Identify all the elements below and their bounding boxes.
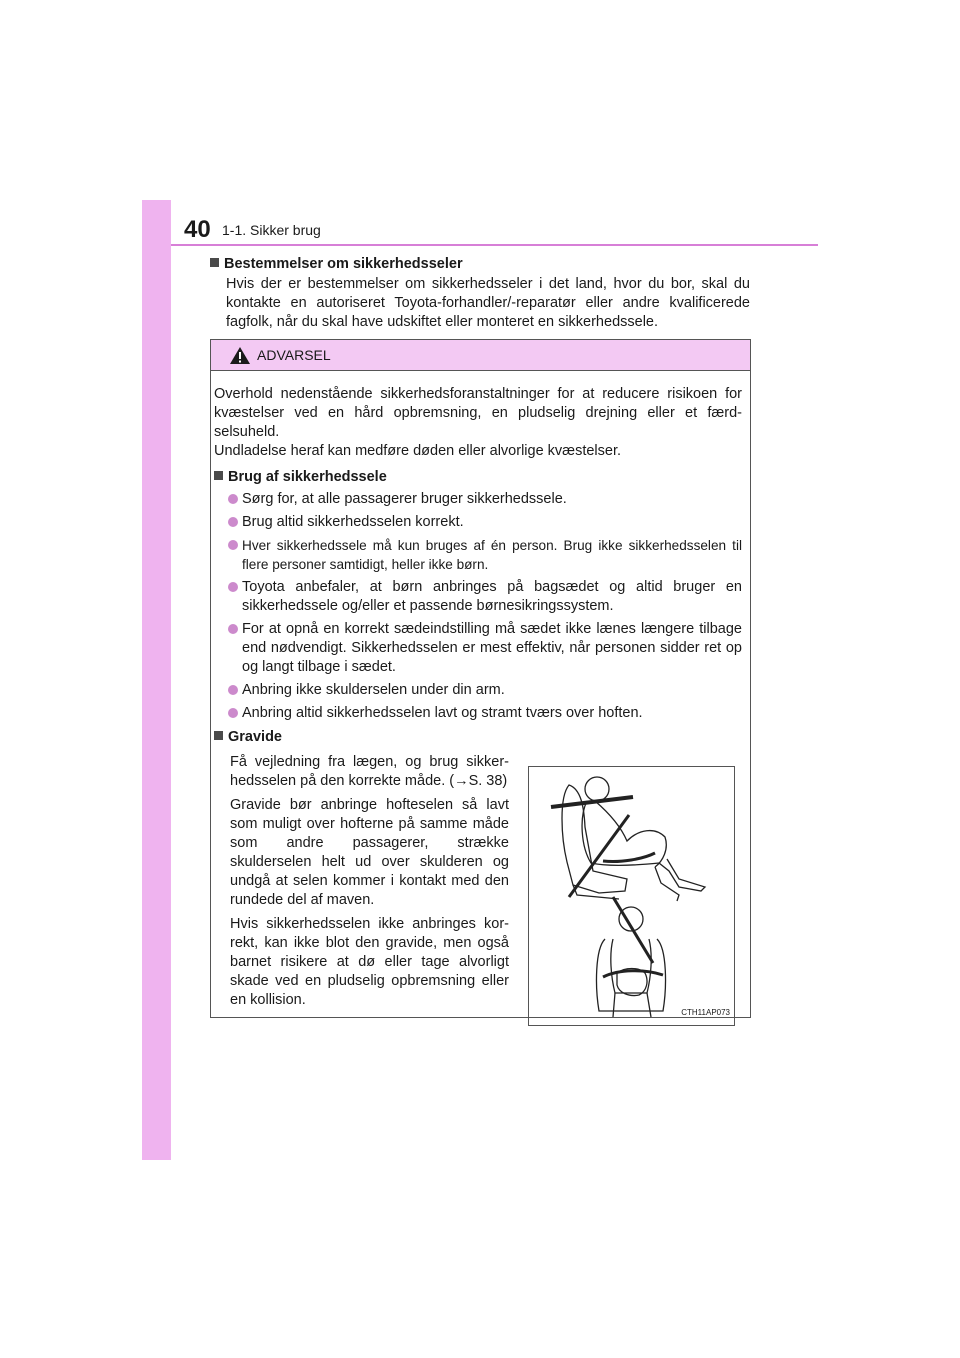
warning-body	[211, 371, 750, 1047]
square-bullet-icon	[214, 471, 223, 480]
list-item: Anbring ikke skulderselen under din arm.	[214, 681, 742, 700]
square-bullet-icon	[214, 731, 223, 740]
list-item: Hver sikkerhedssele må kun bruges af én person. Brug ikke sikkerhedsselen til flere personer samtidigt, heller ikke børn.	[214, 536, 742, 574]
bullet-dot-icon	[228, 685, 238, 695]
section-heading	[210, 256, 750, 272]
pregnant-para: Gravide bør anbringe hofteselen så lavt som muligt over hofterne på samme måde som andre passagerer, strække skulderselen helt ud over skulderen og undgå at selen kommer i kontakt med den rundede del af maven.	[230, 797, 509, 908]
pregnant-text	[230, 753, 509, 1015]
usage-list	[214, 490, 742, 723]
pregnant-seatbelt-illustration	[528, 766, 735, 1026]
pregnant-heading	[214, 728, 742, 747]
bullet-dot-icon	[228, 708, 238, 718]
usage-heading	[214, 468, 742, 487]
list-item: Sørg for, at alle passagerer bruger sikkerhedssele.	[214, 490, 742, 509]
list-item: Toyota anbefaler, at børn anbringes på bagsædet og altid bruger en sikkerhedssele og/eller et passende børnesikringssystem.	[214, 578, 742, 616]
usage-title: Brug af sikkerhedssele	[228, 469, 387, 485]
warning-intro: Overhold nedenstående sikkerhedsforanstaltninger for at reducere risikoen for kvæstelser ved en hård opbremsning, en pludselig drejning eller et færd-selsuheld.	[214, 386, 742, 440]
warning-triangle-icon	[229, 346, 251, 370]
bullet-dot-icon	[228, 540, 238, 550]
section-body: Hvis der er bestemmelser om sikkerhedsseler i det land, hvor du bor, skal du kontakte en autoriseret Toyota-forhandler/-reparatør eller andre kvalificerede fagfolk, når du skal have udskiftet eller monteret en sikkerhedssele.	[226, 276, 750, 330]
pregnant-section	[214, 747, 742, 1047]
section-title: Bestemmelser om sikkerhedsseler	[224, 256, 463, 272]
chapter-side-strip	[142, 200, 171, 1160]
header-rule	[171, 244, 818, 246]
figure-code: CTH11AP073	[681, 1008, 730, 1017]
seatbelt-regulations-section	[210, 256, 750, 332]
warning-header	[211, 340, 750, 371]
pregnant-para: Hvis sikkerhedsselen ikke anbringes kor-rekt, kan ikke blot den gravide, men også barnet risikere at dø eller tage alvorligt skade ved en pludselig opbremsning eller en kollision.	[230, 916, 509, 1008]
bullet-dot-icon	[228, 582, 238, 592]
warning-consequence: Undladelse heraf kan medføre døden eller alvorlige kvæstelser.	[214, 443, 622, 459]
pregnant-para: Få vejledning fra lægen, og brug sikker-hedsselen på den korrekte måde. (→S. 38)	[230, 754, 509, 789]
warning-title: ADVARSEL	[257, 347, 331, 363]
list-item: For at opnå en korrekt sædeindstilling må sædet ikke lænes længere tilbage end nødvendigt. Sikkerhedsselen er mest effektiv, når personen sidder ret op og langt tilbage i sædet.	[214, 620, 742, 677]
bullet-dot-icon	[228, 494, 238, 504]
list-item: Brug altid sikkerhedsselen korrekt.	[214, 513, 742, 532]
bullet-dot-icon	[228, 624, 238, 634]
warning-box	[210, 339, 751, 1018]
chapter-title: 1-1. Sikker brug	[222, 222, 321, 238]
square-bullet-icon	[210, 258, 219, 267]
pregnant-woman-seatbelt-icon	[529, 767, 734, 1025]
page-number: 40	[184, 216, 211, 243]
bullet-dot-icon	[228, 517, 238, 527]
list-item: Anbring altid sikkerhedsselen lavt og stramt tværs over hoften.	[214, 704, 742, 723]
pregnant-title: Gravide	[228, 729, 282, 745]
